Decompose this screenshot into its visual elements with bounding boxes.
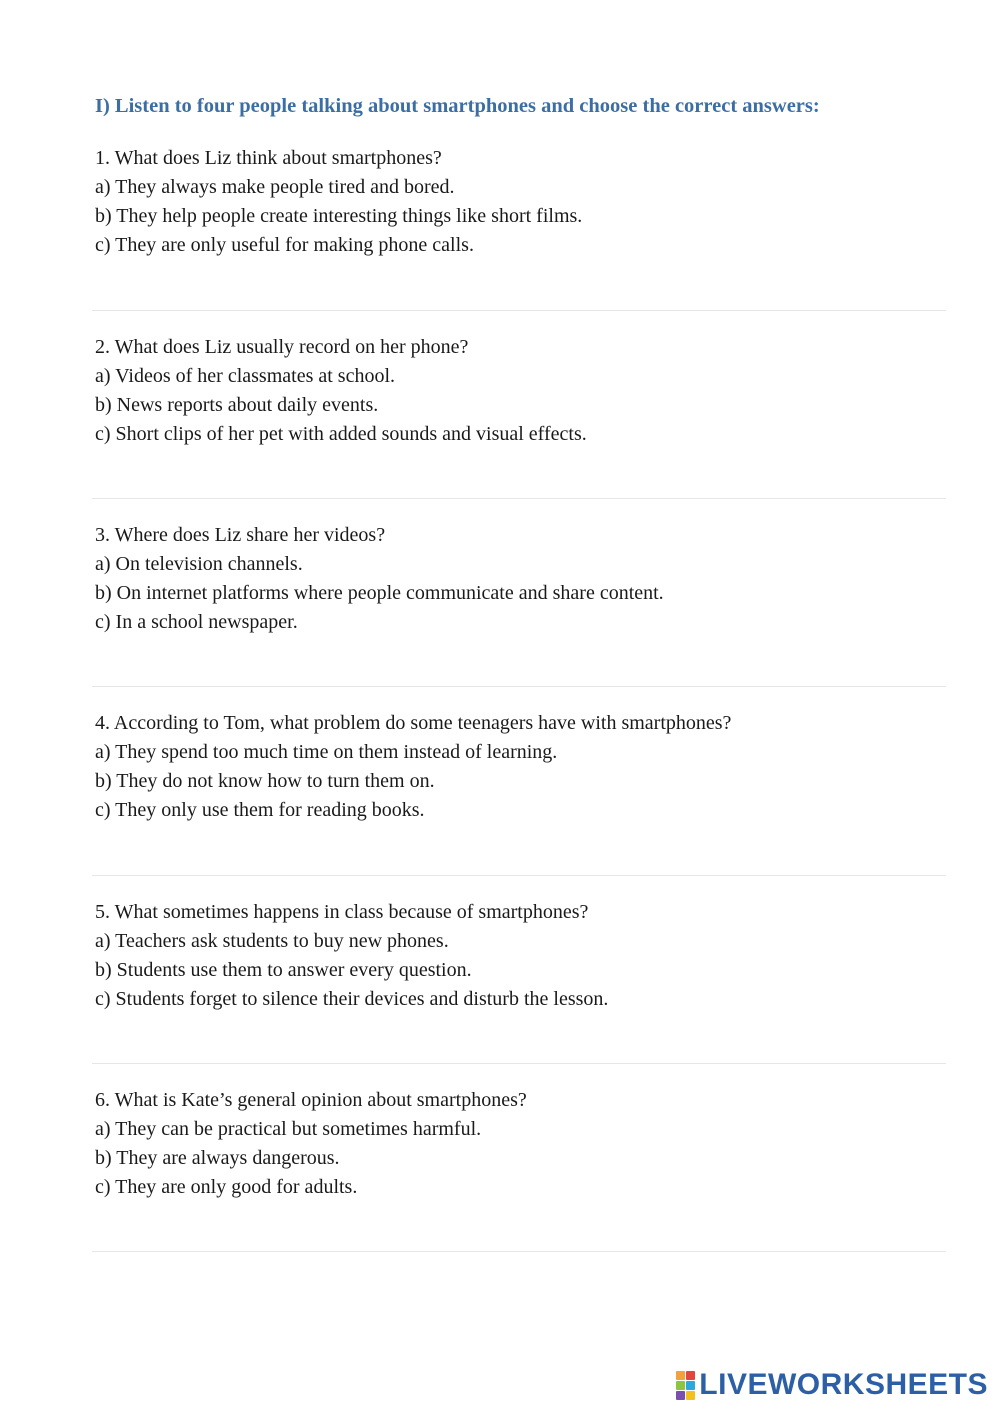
question-text: 6. What is Kate’s general opinion about smartphones? (95, 1089, 527, 1111)
question-block (95, 898, 608, 1014)
answer-option: a) They can be practical but sometimes harmful. (95, 1118, 482, 1140)
answer-option: b) They do not know how to turn them on. (95, 770, 435, 792)
answer-divider (92, 686, 946, 687)
answer-divider (92, 310, 946, 311)
answer-option: b) They are always dangerous. (95, 1147, 340, 1169)
question-text: 1. What does Liz think about smartphones? (95, 147, 442, 169)
question-block (95, 333, 587, 449)
answer-divider (92, 1063, 946, 1064)
answer-divider (92, 1251, 946, 1252)
answer-divider (92, 875, 946, 876)
answer-option: b) On internet platforms where people communicate and share content. (95, 582, 664, 604)
answer-option: c) They are only useful for making phone calls. (95, 234, 474, 256)
liveworksheets-logo[interactable] (676, 1368, 988, 1402)
worksheet-heading: I) Listen to four people talking about smartphones and choose the correct answers: (95, 95, 820, 117)
question-text: 5. What sometimes happens in class because of smartphones? (95, 901, 589, 923)
answer-option: b) News reports about daily events. (95, 394, 379, 416)
answer-divider (92, 498, 946, 499)
answer-option: c) They are only good for adults. (95, 1176, 358, 1198)
answer-option: a) They spend too much time on them instead of learning. (95, 741, 558, 763)
question-block (95, 709, 731, 825)
answer-option: c) Short clips of her pet with added sounds and visual effects. (95, 423, 587, 445)
question-text: 3. Where does Liz share her videos? (95, 524, 386, 546)
answer-option: c) They only use them for reading books. (95, 799, 425, 821)
answer-option: a) They always make people tired and bored. (95, 176, 455, 198)
question-block (95, 1086, 527, 1202)
logo-text: LIVEWORKSHEETS (699, 1368, 988, 1401)
answer-option: a) On television channels. (95, 553, 303, 575)
answer-option: a) Teachers ask students to buy new phones. (95, 930, 449, 952)
answer-option: a) Videos of her classmates at school. (95, 365, 396, 387)
liveworksheets-logo-icon (676, 1371, 695, 1400)
answer-option: c) In a school newspaper. (95, 611, 298, 633)
answer-option: c) Students forget to silence their devices and disturb the lesson. (95, 988, 609, 1010)
question-block (95, 521, 664, 637)
question-text: 2. What does Liz usually record on her phone? (95, 336, 469, 358)
answer-option: b) Students use them to answer every question. (95, 959, 472, 981)
question-block (95, 144, 582, 260)
answer-option: b) They help people create interesting things like short films. (95, 205, 583, 227)
question-text: 4. According to Tom, what problem do some teenagers have with smartphones? (95, 712, 732, 734)
